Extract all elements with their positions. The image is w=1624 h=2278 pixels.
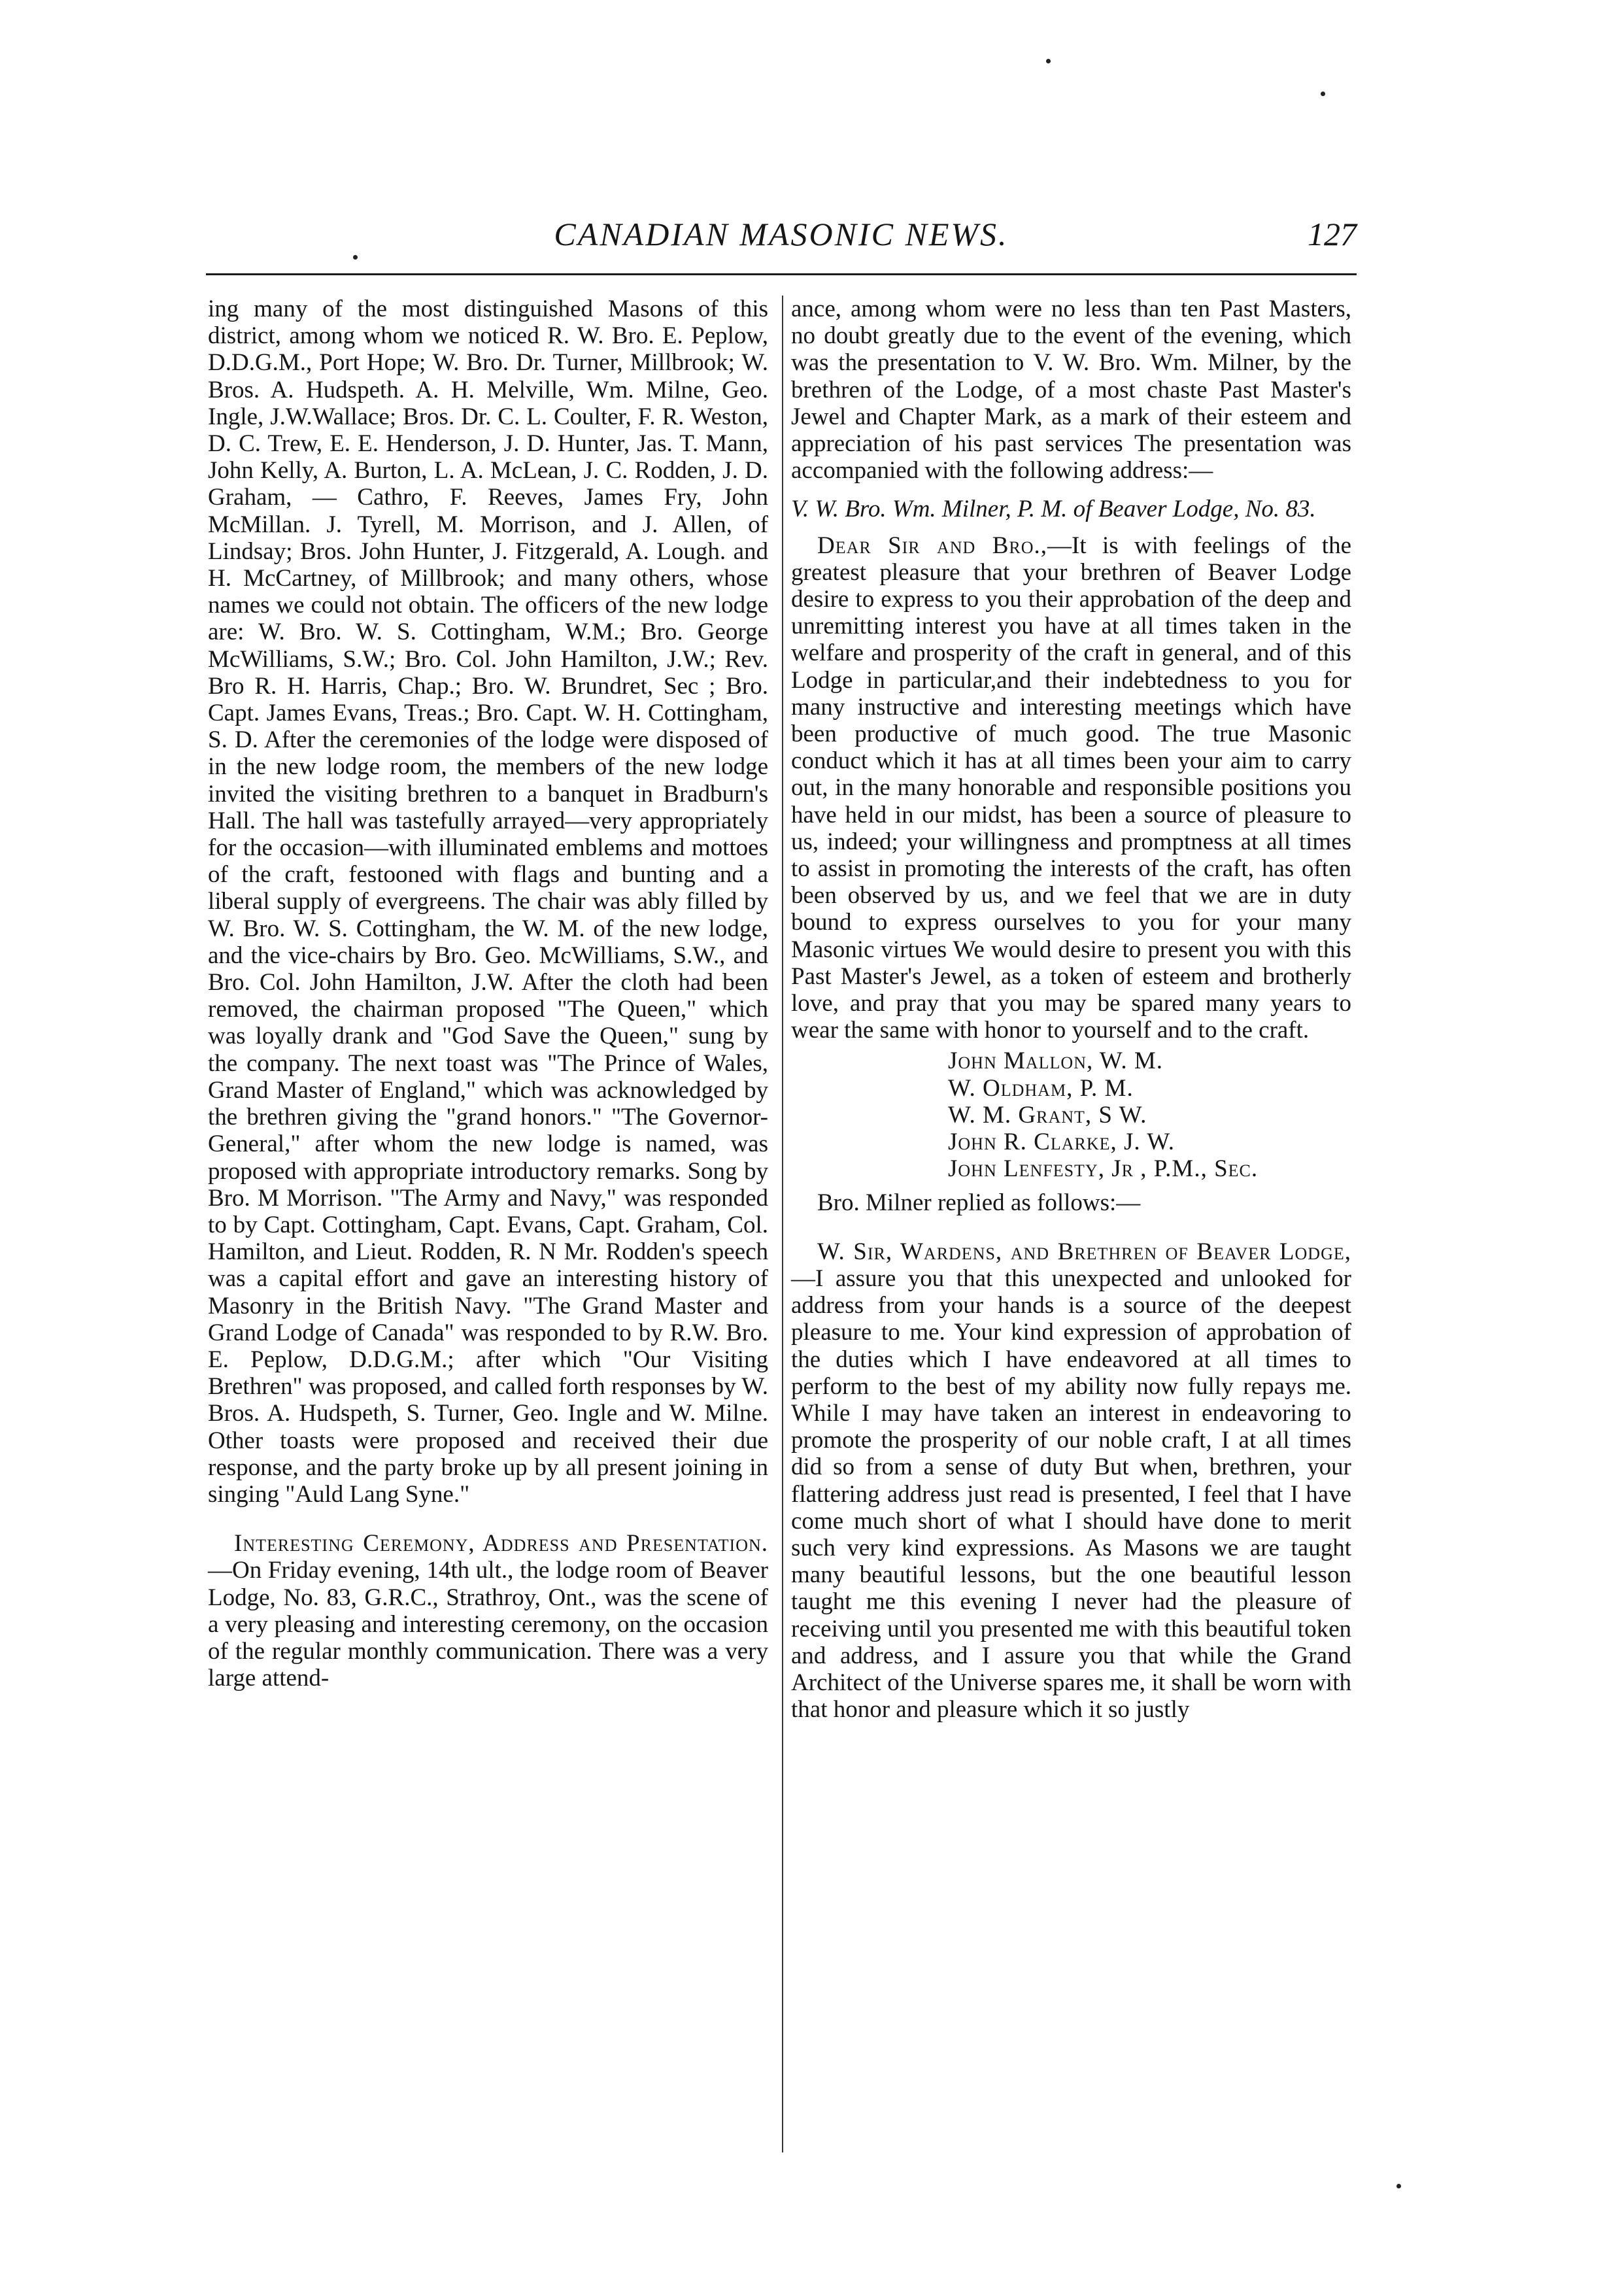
running-title: CANADIAN MASONIC NEWS. (554, 216, 1009, 252)
print-speck (1321, 92, 1325, 96)
print-speck (1396, 2184, 1401, 2188)
reply-salutation: W. Sir, Wardens, and Brethren of Beaver Lodge, (817, 1238, 1351, 1265)
page-header (206, 208, 1357, 260)
section-body: —On Friday evening, 14th ult., the lodge room of Beaver Lodge, No. 83, G.R.C., Strathroy, Ont., was the scene of a very pleasing and interesting ceremony, on the occasion of the regular monthly communication. There was a very large attend- (208, 1557, 768, 1692)
address-heading: V. W. Bro. Wm. Milner, P. M. of Beaver Lodge, No. 83. (791, 496, 1316, 523)
signature-line: John Mallon, W. M. (948, 1047, 1163, 1075)
signature-block (948, 1047, 1351, 1182)
address-body: —It is with feelings of the greatest pleasure that your brethren of Beaver Lodge desire to express to you their approbation of the deep and unremitting interest you have at all times taken in the welfare and prosperity of the craft in general, and of this Lodge in particular,and their indebtedness to you for many instructive and interesting meetings which have been productive of much good. The true Masonic conduct which it has at all times been your aim to carry out, in the many honorable and responsible positions you have held in our midst, has been a source of pleasure to us, indeed; your willingness and promptness at all times to assist in promoting the interests of the craft, has often been observed by us, and we feel that we are in duty bound to express ourselves to you for your many Masonic virtues We would desire to present you with this Past Master's Jewel, as a token of esteem and brotherly love, and pray that you may be spared many years to wear the same with honor to yourself and to the craft. (791, 532, 1351, 1044)
print-speck (1046, 59, 1051, 63)
address-paragraph (791, 532, 1351, 1044)
header-rule (206, 273, 1357, 275)
reply-intro: Bro. Milner replied as follows:— (817, 1189, 1141, 1216)
article-continuation: ing many of the most distinguished Masons of this district, among whom we noticed R. W. Bro. E. Peplow, D.D.G.M., Port Hope; W. Bro. Dr. Turner, Millbrook; W. Bros. A. Hudspeth. A. H. Melville, Wm. Milne, Geo. Ingle, J.W.Wallace; Bros. Dr. C. L. Coulter, F. R. Weston, D. C. Trew, E. E. Henderson, J. D. Hunter, Jas. T. Mann, John Kelly, A. Burton, L. A. McLean, J. C. Rodden, J. D. Graham, — Cathro, F. Reeves, James Fry, John McMillan. J. Tyrell, M. Morrison, and J. Allen, of Lindsay; Bros. John Hunter, J. Fitzgerald, A. Lough. and H. McCartney, of Millbrook; and many others, whose names we could not obtain. The officers of the new lodge are: W. Bro. W. S. Cottingham, W.M.; Bro. George McWilliams, S.W.; Bro. Col. John Hamilton, J.W.; Rev. Bro R. H. Harris, Chap.; Bro. W. Brundret, Sec ; Bro. Capt. James Evans, Treas.; Bro. Capt. W. H. Cottingham, S. D. After the ceremonies of the lodge were disposed of in the new lodge room, the members of the new lodge invited the visiting brethren to a banquet in Bradburn's Hall. The hall was tastefully arrayed—very appropriately for the occasion—with illuminated emblems and mottoes of the craft, festooned with flags and bunting and a liberal supply of evergreens. The chair was ably filled by W. Bro. W. S. Cottingham, the W. M. of the new lodge, and the vice-chairs by Bro. Geo. McWilliams, S.W., and Bro. Col. John Hamilton, J.W. After the cloth had been removed, the chairman proposed "The Queen," which was loyally drank and "God Save the Queen," sung by the company. The next toast was "The Prince of Wales, Grand Master of England," which was acknowledged by the brethren giving the "grand honors." "The Governor-General," after whom the new lodge is named, was proposed with appropriate introductory remarks. Song by Bro. M Morrison. "The Army and Navy," was responded to by Capt. Cottingham, Capt. Evans, Capt. Graham, Col. Hamilton, and Lieut. Rodden, R. N Mr. Rodden's speech was a capital effort and gave an interesting history of Masonry in the British Navy. "The Grand Master and Grand Lodge of Canada" was responded to by R.W. Bro. E. Peplow, D.D.G.M.; after which "Our Visiting Brethren" was proposed, and called forth responses by W. Bros. A. Hudspeth, S. Turner, Geo. Ingle and W. Milne. Other toasts were proposed and received their due response, and the party broke up by all present joining in singing "Auld Lang Syne." (208, 296, 768, 1508)
address-salutation: Dear Sir and Bro., (817, 532, 1047, 559)
article-continuation-right: ance, among whom were no less than ten Past Masters, no doubt greatly due to the event of the evening, which was the presentation to V. W. Bro. Wm. Milner, by the brethren of the Lodge, of a most chaste Past Master's Jewel and Chapter Mark, as a mark of their esteem and appreciation of his past services The presentation was accompanied with the following address:— (791, 296, 1351, 484)
signature-line: W. Oldham, P. M. (948, 1074, 1134, 1102)
right-column (791, 296, 1351, 1723)
left-column (208, 296, 768, 1692)
reply-paragraph (791, 1238, 1351, 1724)
section-heading: Interesting Ceremony, Address and Presentation. (234, 1530, 768, 1557)
signature-line: W. M. Grant, S W. (948, 1101, 1147, 1129)
signature-line: John R. Clarke, J. W. (948, 1129, 1175, 1156)
signature-line: John Lenfesty, Jr , P.M., Sec. (948, 1155, 1259, 1183)
news-item (208, 1530, 768, 1692)
reply-body: —I assure you that this unexpected and unlooked for address from your hands is a source of the deepest pleasure to me. Your kind expression of approbation of the duties which I have endeavored at all times to perform to the best of my ability now fully repays me. While I may have taken an interest in endeavoring to promote the prosperity of our noble craft, I at all times did so from a sense of duty But when, brethren, your flattering address just read is presented, I feel that I have come much short of what I should have done to merit such very kind expressions. As Masons we are taught many beautiful lessons, but the one beautiful lesson taught me this evening I never had the pleasure of receiving until you presented me with this beautiful token and address, and I assure you that while the Grand Architect of the Universe spares me, it shall be worn with that honor and pleasure which it so justly (791, 1265, 1351, 1724)
page-number: 127 (1308, 216, 1357, 252)
column-divider (782, 296, 783, 2152)
